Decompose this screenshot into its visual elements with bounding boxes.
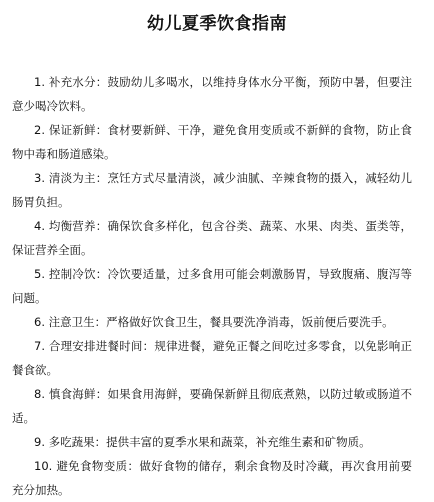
guideline-item: 6. 注意卫生：严格做好饮食卫生，餐具要洗净消毒，饭前便后要洗手。	[34, 315, 394, 329]
page-title: 幼儿夏季饮食指南	[147, 14, 287, 34]
guideline-item: 1. 补充水分：鼓励幼儿多喝水，以维持身体水分平衡，预防中暑，但要注意少喝冷饮料。	[12, 75, 412, 113]
guideline-item: 5. 控制冷饮：冷饮要适量，过多食用可能会刺激肠胃，导致腹痛、腹泻等问题。	[12, 267, 412, 305]
guideline-item: 10. 避免食物变质：做好食物的储存，剩余食物及时冷藏，再次食用前要充分加热。	[12, 459, 412, 497]
guideline-list	[12, 70, 412, 502]
guideline-item: 7. 合理安排进餐时间：规律进餐，避免正餐之间吃过多零食，以免影响正餐食欲。	[12, 339, 412, 377]
guideline-item: 3. 清淡为主：烹饪方式尽量清淡，减少油腻、辛辣食物的摄入，减轻幼儿肠胃负担。	[12, 171, 412, 209]
guideline-item: 9. 多吃蔬果：提供丰富的夏季水果和蔬菜，补充维生素和矿物质。	[34, 435, 371, 449]
guideline-item: 2. 保证新鲜：食材要新鲜、干净，避免食用变质或不新鲜的食物，防止食物中毒和肠道感染。	[12, 123, 412, 161]
guideline-item: 8. 慎食海鲜：如果食用海鲜，要确保新鲜且彻底煮熟，以防过敏或肠道不适。	[12, 387, 412, 425]
guideline-item: 4. 均衡营养：确保饮食多样化，包含谷类、蔬菜、水果、肉类、蛋类等，保证营养全面。	[12, 219, 412, 257]
